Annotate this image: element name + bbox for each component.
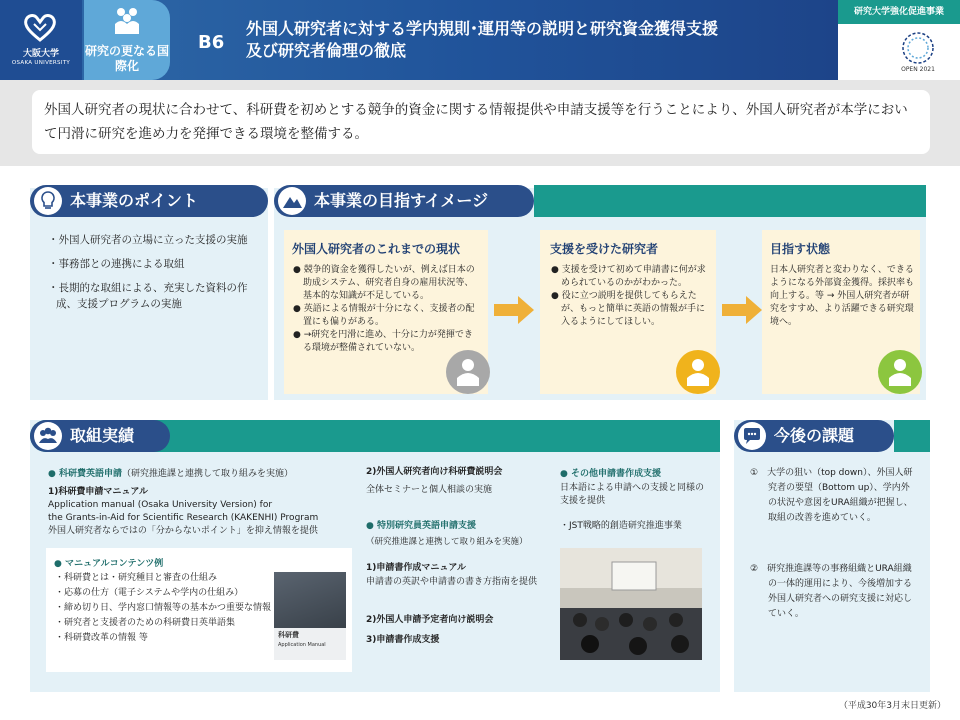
group-icon [34, 422, 62, 450]
page-title [246, 18, 826, 62]
avatar [446, 350, 490, 394]
fellowship-seminar-title: 2)外国人申請予定者向け説明会 [366, 615, 494, 625]
image-header-bar [534, 185, 926, 217]
fellowship-support-title: 3)申請書作成支援 [366, 635, 440, 645]
mountain-icon [278, 187, 306, 215]
title-line-1: 外国人研究者に対する学内規則･運用等の説明と研究資金獲得支援 [246, 19, 719, 38]
other-support-text: 日本語による申請への支援と同様の支援を提供 [560, 483, 705, 506]
fellowship-manual-text: 申請書の英訳や申請書の書き方指南を提供 [366, 577, 538, 587]
list-item: ● →研究を円滑に進め、十分に力が発揮できる環境が整備されていない。 [293, 330, 473, 353]
list-item: ● 英語による情報が十分になく、支援者の配置にも偏りがある。 [293, 304, 475, 327]
list-item: ● 競争的資金を獲得したいが、例えば日本の助成システム、研究者自身の雇用状況等、基本的な知識が不足している。 [293, 265, 475, 301]
people-icon [111, 6, 143, 36]
image-title: 本事業の目指すイメージ [314, 191, 489, 210]
open-label: OPEN 2021 [901, 66, 935, 73]
other-support-item: ・JST戦略的創造研究推進事業 [560, 521, 682, 531]
target-text: 日本人研究者と変わりなく、できるようになる外部資金獲得。採択率も向上する。等 → 外国人研究者が研究をすすめ、より活躍できる研究環境へ。 [770, 265, 915, 327]
program-tag: 研究大学強化促進事業 [838, 0, 960, 24]
arrow-right-icon [494, 296, 534, 324]
kakenhi-manual-title: 1)科研費申請マニュアル [48, 487, 149, 497]
current-status-list [292, 264, 476, 355]
points-header [30, 185, 268, 217]
issues-panel [734, 420, 930, 692]
header-bar [0, 0, 960, 80]
title-line-2: 及び研究者倫理の徹底 [246, 41, 407, 60]
list-item: ● 役に立つ説明を提供してもらえたが、もっと簡単に英語の情報が手に入るようにしてほしい。 [551, 291, 706, 327]
arrow-right-icon [722, 296, 762, 324]
points-list [44, 232, 258, 320]
fellowship-heading: ● 特別研究員英語申請支援 [366, 521, 477, 531]
list-item: ・科研費改革の情報 等 [55, 633, 148, 643]
target-title: 目指す状態 [770, 242, 831, 256]
kakenhi-heading: ● 科研費英語申請（研究推進課と連携して取り組みを実施） [48, 469, 294, 479]
avatar [676, 350, 720, 394]
manual-contents-list [54, 572, 274, 645]
university-name-ja: 大阪大学 [22, 49, 59, 59]
intro-text: 外国人研究者の現状に合わせて、科研費を初めとする競争的資金に関する情報提供や申請支援等を行うことにより、外国人研究者が本学において円滑に研究を進め力を発揮できる環境を整備する。 [32, 90, 930, 154]
university-logo [0, 0, 82, 80]
open-emblem-icon [900, 30, 936, 66]
list-item: ・外国人研究者の立場に立った支援の実施 [48, 234, 248, 246]
supported-title: 支援を受けた研究者 [550, 242, 659, 256]
manual-contents-heading: ● マニュアルコンテンツ例 [54, 559, 164, 569]
current-status-title: 外国人研究者のこれまでの現状 [292, 242, 461, 256]
issues-header [734, 420, 894, 452]
list-item: ・科研費とは・研究種目と審査の仕組み [55, 573, 218, 583]
list-item: ・応募の仕方（電子システムや学内の仕組み） [55, 588, 244, 598]
update-note: （平成30年3月末日更新） [838, 701, 946, 711]
image-header [274, 185, 534, 217]
university-logo-icon [22, 12, 58, 42]
theme-badge [84, 0, 170, 80]
issues-header-bar [894, 420, 930, 452]
avatar [878, 350, 922, 394]
project-code: B6 [198, 32, 225, 53]
fellowship-manual-title: 1)申請書作成マニュアル [366, 563, 467, 573]
list-item: ・研究者と支援者のための科研費日英単語集 [55, 618, 236, 628]
issue-item: ① 大学の狙い（top down）、外国人研究者の要望（Bottom up）、学内外の状況や意図をURA組織が把握し、取組の改善を進めていく。 [750, 468, 913, 523]
issues-title: 今後の課題 [774, 426, 855, 445]
kakenhi-manual-desc: Application manual (Osaka University Version) for the Grants-in-Aid for Scientific Research (KAKENHI) Program 外国人研究者ならではの「分からないポイント」を抑え情報を提供 [48, 500, 319, 536]
manual-cover-title: 科研費 [278, 631, 299, 639]
lightbulb-icon [34, 187, 62, 215]
supported-list [550, 264, 708, 329]
program-corner [838, 0, 960, 80]
list-item: ・事務部との連携による取組 [48, 258, 185, 270]
list-item: ● 支援を受けて初めて申請書に何が求められているのかがわかった。 [551, 265, 706, 288]
theme-label: 研究の更なる国際化 [84, 44, 169, 73]
university-name-en: OSAKA UNIVERSITY [11, 60, 71, 66]
list-item: ・締め切り日、学内窓口情報等の基本かつ重要な情報 [55, 603, 272, 613]
other-support-heading: ● その他申請書作成支援 [560, 469, 662, 479]
points-title: 本事業のポイント [70, 191, 199, 210]
list-item: ・長期的な取組による、充実した資料の作成、支援プログラムの実施 [48, 282, 248, 310]
seminar-photo [560, 548, 702, 660]
fellowship-note: （研究推進課と連携して取り組みを実施） [366, 537, 528, 547]
manual-cover-image [274, 572, 346, 660]
seminar-title: 2)外国人研究者向け科研費説明会 [366, 467, 503, 477]
efforts-header [30, 420, 170, 452]
seminar-text: 全体セミナーと個人相談の実施 [366, 485, 493, 495]
efforts-title: 取組実績 [70, 426, 135, 445]
issue-item: ② 研究推進課等の事務組織とURA組織の一体的運用により、今後増加する外国人研究者への研究支援に対応していく。 [750, 564, 913, 619]
speech-bubble-icon [738, 422, 766, 450]
manual-cover-subtitle: Application Manual [278, 642, 326, 648]
